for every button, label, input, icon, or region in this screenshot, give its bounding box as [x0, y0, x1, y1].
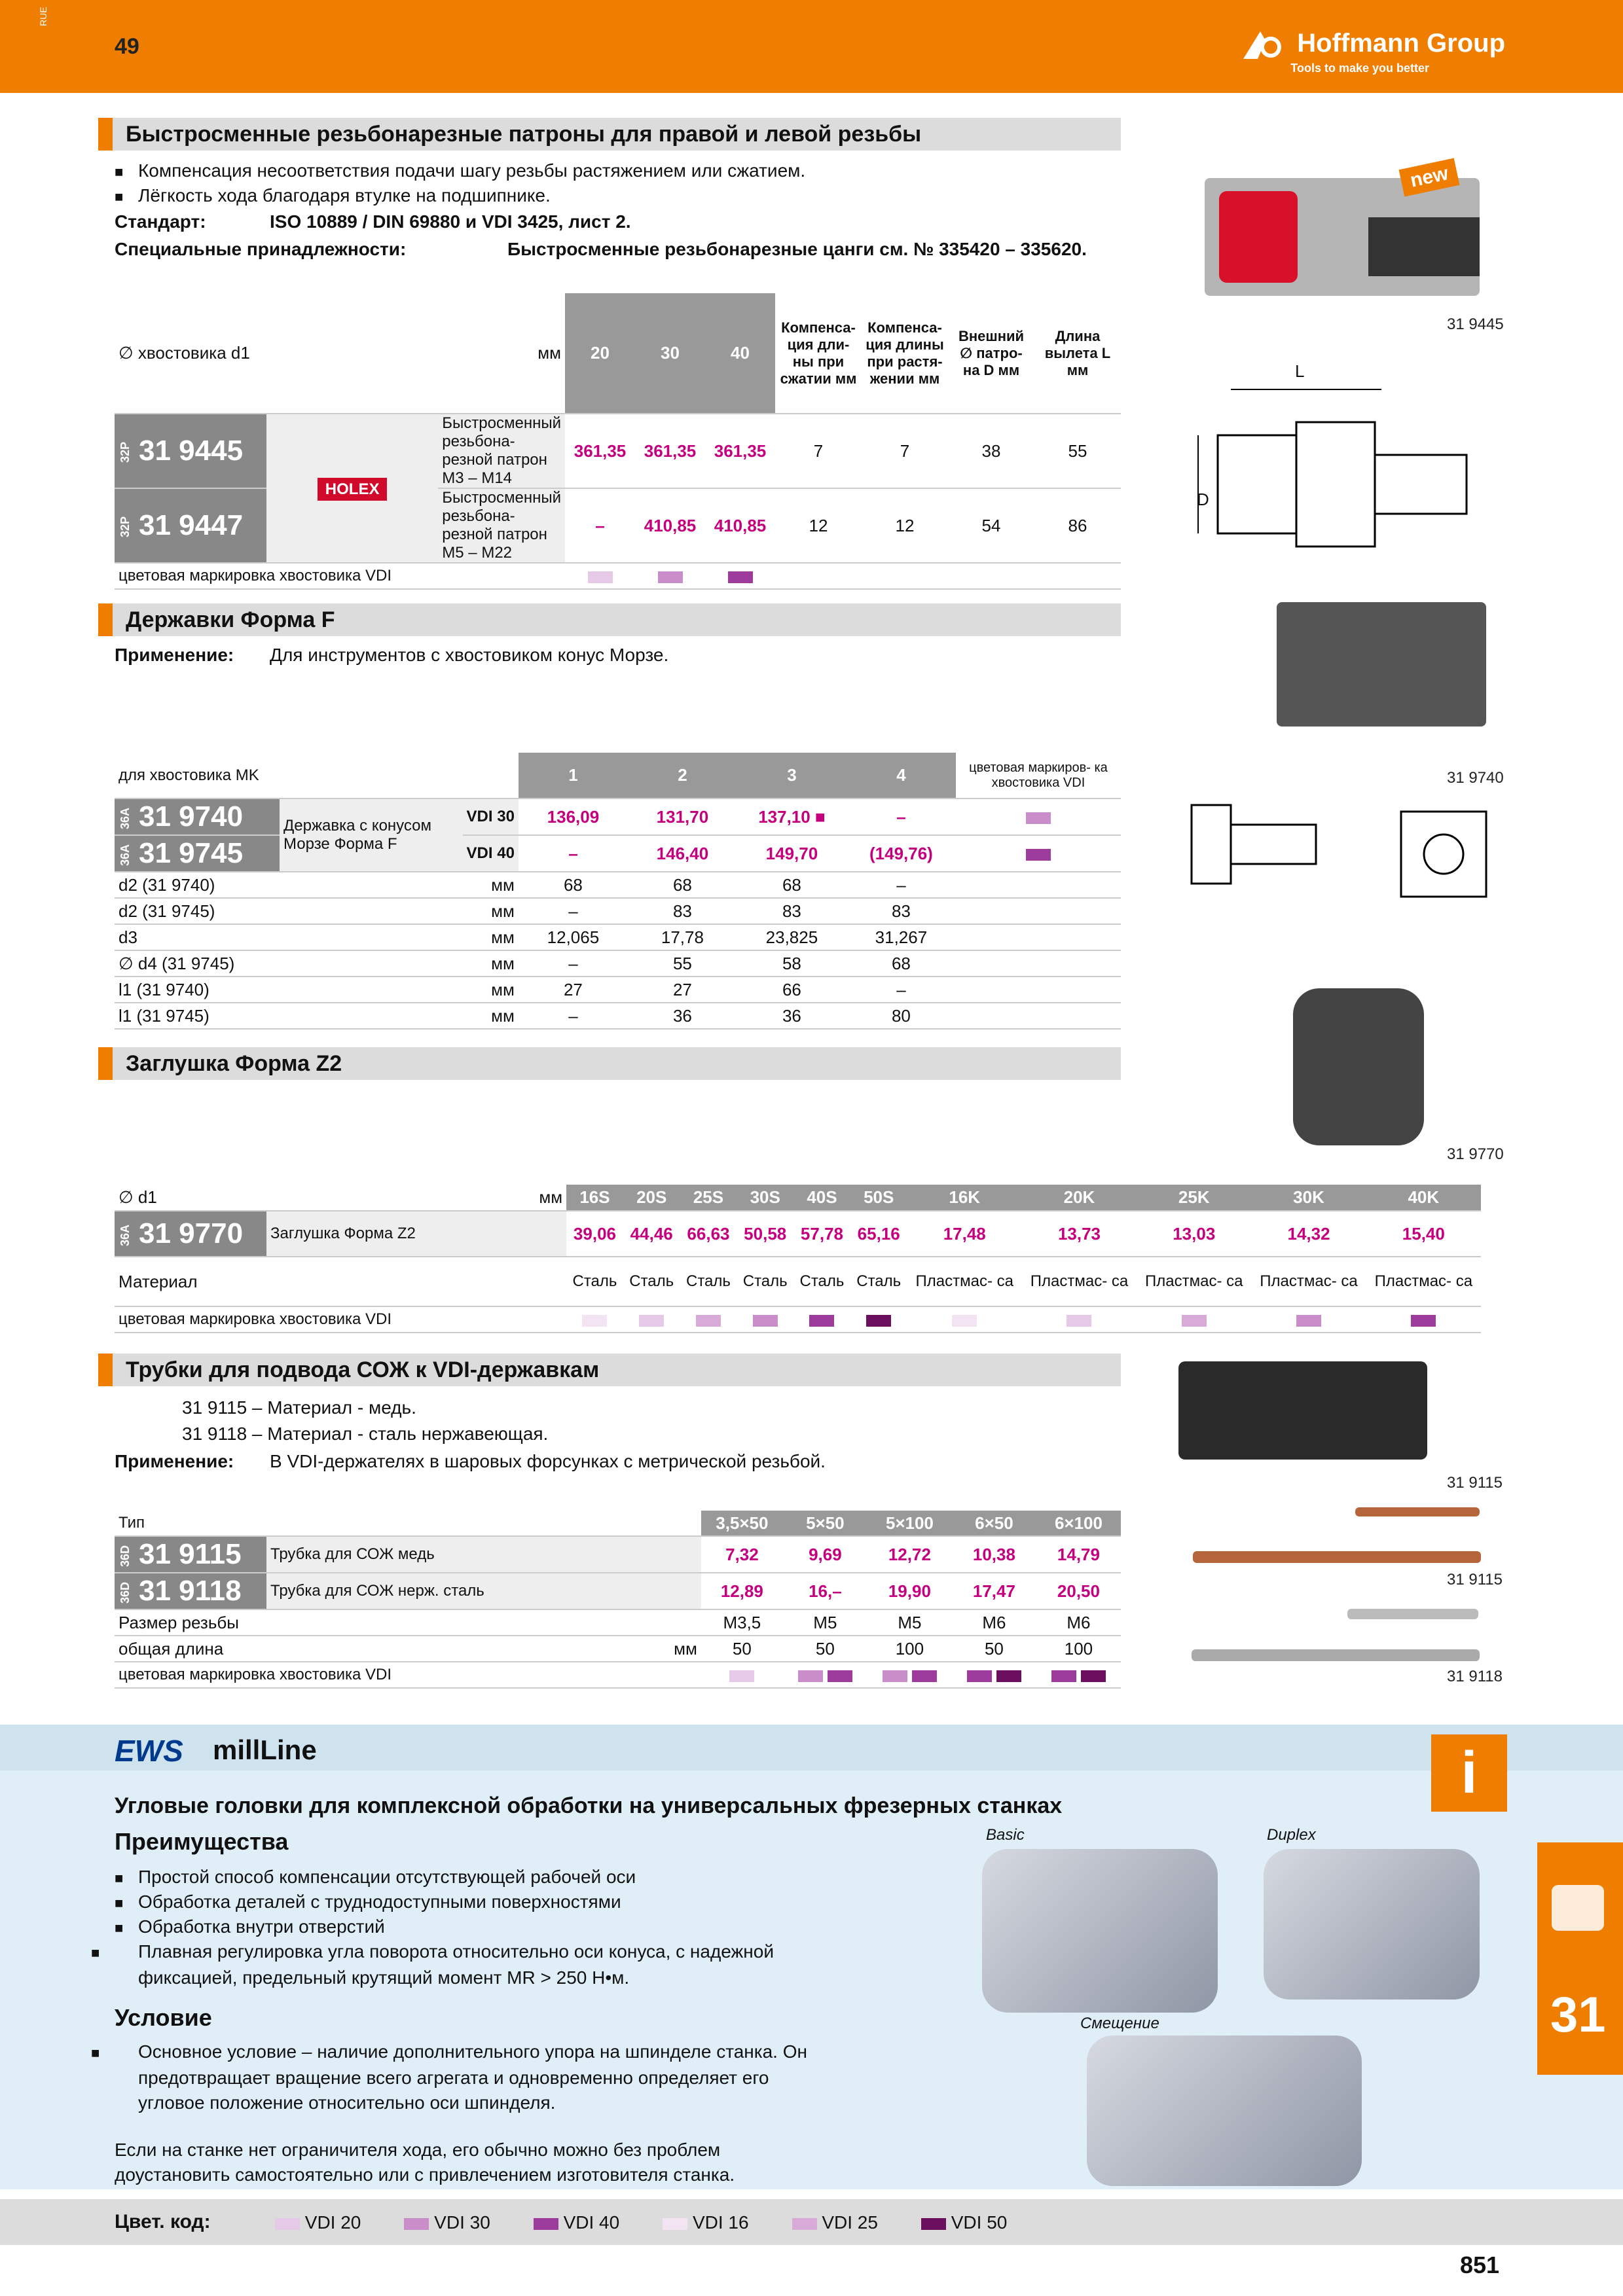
shank-label: ∅ хвостовика d1	[115, 293, 438, 414]
tube-holder-photo	[1178, 1361, 1427, 1460]
angle-head-duplex-photo	[1264, 1849, 1480, 2000]
std-value: ISO 10889 / DIN 69880 и VDI 3425, лист 2.	[270, 211, 631, 232]
steel-tube-short	[1347, 1609, 1478, 1619]
cond-text: ■ Основное условие – наличие дополнительного упора на шпинделе станка. Он предотвращает вращение всего агрегата и одновременно определяет его угловое положение относительно оси шпинделя.	[115, 2039, 832, 2115]
col-head: 30	[635, 293, 705, 414]
section-title: Заглушка Форма Z2	[98, 1047, 1121, 1080]
dim-row: l1 (31 9740) мм 27 27 66 –	[115, 977, 1121, 1003]
holex-badge: HOLEX	[318, 478, 388, 501]
steel-tube-long	[1192, 1649, 1480, 1661]
table-row: 36D 31 9118 Трубка для СОЖ нерж. сталь 12,89 16,– 19,90 17,47 20,50	[115, 1573, 1121, 1609]
brand-name: Hoffmann Group	[1297, 29, 1505, 58]
product-desc: Быстросменный резьбона- резной патрон M3 – M14	[438, 414, 565, 488]
image-caption: 31 9740	[1447, 769, 1504, 787]
image-caption: 31 9115	[1447, 1571, 1503, 1588]
product-desc: Державка с конусом Морзе Форма F	[280, 798, 463, 872]
adv-item: ■ Плавная регулировка угла поворота относительно оси конуса, с надежной фиксацией, предельный крутящий момент MR > 250 Н•м.	[115, 1939, 832, 1990]
section-title: Быстросменные резьбонарезные патроны для правой и левой резьбы	[98, 118, 1121, 151]
angle-head-basic-photo	[982, 1849, 1218, 2013]
dim-row: ∅ d4 (31 9745) мм – 55 58 68	[115, 950, 1121, 977]
std-label: Стандарт:	[115, 211, 206, 232]
plug-photo	[1293, 988, 1424, 1145]
table-row: 32P 31 9445 HOLEX Быстросменный резьбона- резной патрон M3 – M14 361,35 361,35 361,35 7 7 38 55	[115, 414, 1121, 488]
adv-item: ■ Обработка внутри отверстий	[115, 1914, 385, 1941]
color-code-label: Цвет. код:	[115, 2211, 211, 2233]
color-row: цветовая маркировка хвостовика VDI	[115, 563, 1121, 589]
image-caption: 31 9115	[1447, 1474, 1503, 1492]
color-row: цветовая маркировка хвостовика VDI	[115, 1306, 1481, 1333]
copper-tube-long	[1193, 1551, 1481, 1563]
adv-title: Преимущества	[115, 1828, 289, 1855]
chuck-table	[115, 293, 1121, 590]
section-title: Державки Форма F	[98, 603, 1121, 636]
color-code-list	[275, 2212, 1007, 2233]
acc-value: Быстросменные резьбонарезные цанги см. № 335420 – 335620.	[507, 239, 1087, 259]
table-row: 36A 31 9745 VDI 40 – 146,40 149,70 (149,76)	[115, 835, 1121, 872]
img-label-basic: Basic	[986, 1826, 1025, 1844]
table-row: 36A 31 9740 Державка с конусом Морзе Форма F VDI 30 136,09 131,70 137,10 ■ –	[115, 798, 1121, 835]
col-head: Внешний ∅ патро- на D мм	[948, 293, 1034, 414]
col-head: Компенса- ция длины при растя- жении мм	[862, 293, 948, 414]
dim-row: l1 (31 9745) мм – 36 36 80	[115, 1003, 1121, 1029]
article-number: 31 9118	[139, 1575, 242, 1607]
section-title: Трубки для подвода СОЖ к VDI-державкам	[98, 1354, 1121, 1386]
app-label: Применение:	[115, 1451, 234, 1471]
plug-table: ∅ d1 мм 16S 20S 25S 30S 40S 50S 16K 20K 25K 30K 40K 36A 31 9770 Заглушка Форма Z2 39,06 44,46 66,63 50,58 57,78 65,16 17,48 13,73 13,03 14,32 15,40 Материал Сталь Сталь Сталь Сталь Сталь Сталь Пластмас- са Пластмас- са Пластмас- са Пластмас- са Пластмас- са цветовая маркировка хвостовика VDI	[115, 1185, 1481, 1333]
holder-photo	[1277, 602, 1486, 726]
new-badge: new	[1399, 158, 1460, 196]
tap-icon	[1552, 1885, 1604, 1931]
line-name: millLine	[213, 1734, 317, 1765]
copper-tube-short	[1355, 1507, 1480, 1516]
material-row: Материал Сталь Сталь Сталь Сталь Сталь Сталь Пластмас- са Пластмас- са Пластмас- са Пластмас- са Пластмас- са	[115, 1257, 1481, 1306]
angle-head-offset-photo	[1087, 2036, 1362, 2186]
image-caption: 31 9770	[1447, 1145, 1504, 1163]
adv-item: ■ Обработка деталей с труднодоступными поверхностями	[115, 1890, 621, 1916]
col-head: 40	[705, 293, 775, 414]
img-label-duplex: Duplex	[1267, 1826, 1316, 1844]
unit: мм	[438, 293, 565, 414]
info-icon[interactable]: i	[1431, 1734, 1507, 1812]
chuck-photo	[1205, 178, 1480, 296]
image-caption: 31 9118	[1447, 1668, 1503, 1685]
adv-item: ■ Простой способ компенсации отсутствующей рабочей оси	[115, 1865, 636, 1891]
article-number: 31 9740	[139, 800, 244, 833]
holder-table: для хвостовика MK 1 2 3 4 цветовая маркиров- ка хвостовика VDI 36A 31 9740 Державка с конусом Морзе Форма F VDI 30 136,09 131,70 137,10 ■ – 36A 31 9745 VDI 40 – 146,40 149,70 (149,76) d2 (31 9740) мм 68 68 68 – d2 (31 9745) мм – 83 83 83 d3 мм 12,065 17,78 23,825 31,267 ∅ d4 (31 9745) мм – 55 58 68 l1 (31 9740) мм 27 27 66 – l1 (31 9745) мм – 36 36 80	[115, 753, 1121, 1030]
dim-L: L	[1295, 361, 1305, 381]
dim-row: d2 (31 9745) мм – 83 83 83	[115, 898, 1121, 924]
holder-drawing	[1139, 785, 1506, 956]
tube-table: Тип 3,5×50 5×50 5×100 6×50 6×100 36D 31 9115 Трубка для СОЖ медь 7,32 9,69 12,72 10,38 14,79 36D 31 9118 Трубка для СОЖ нерж. сталь 12,89 16,– 19,90 17,47 20,50 Размер резьбы M3,5 M5 M5 M6 M6 общая длина мм 50 50 100 50 100 цветовая маркировка хвостовика VDI	[115, 1511, 1121, 1689]
color-code-item: VDI 50	[921, 2212, 1007, 2233]
article-number: 31 9115	[139, 1538, 242, 1570]
color-code-item: VDI 40	[534, 2212, 619, 2233]
article-number: 31 9445	[139, 435, 244, 467]
app-value: Для инструментов с хвостовиком конус Морзе.	[270, 645, 669, 665]
ews-logo: EWS	[115, 1734, 183, 1768]
chuck-drawing	[1192, 363, 1519, 579]
page-number: 851	[1460, 2251, 1500, 2278]
side-label: RUE	[38, 7, 48, 26]
cond-title: Условие	[115, 2004, 212, 2031]
col-head: Компенса- ция дли- ны при сжатии мм	[775, 293, 862, 414]
tagline: Tools to make you better	[1290, 62, 1429, 75]
note-text: Если на станке нет ограничителя хода, его обычно можно без проблем доустановить самостоятельно или с привлечением изготовителя станка.	[115, 2140, 735, 2185]
table-row: 36A 31 9770 Заглушка Форма Z2 39,06 44,46 66,63 50,58 57,78 65,16 17,48 13,73 13,03 14,32 15,40	[115, 1211, 1481, 1257]
bullet: ■ Лёгкость хода благодаря втулке на подшипнике.	[115, 183, 551, 209]
chapter-number-tab: 31	[1550, 1987, 1606, 2043]
color-row: цветовая маркировка хвостовика VDI	[115, 1662, 1121, 1688]
app-label: Применение:	[115, 645, 234, 665]
acc-label: Специальные принадлежности:	[115, 239, 407, 259]
article-number: 31 9745	[139, 837, 244, 869]
app-value: В VDI-держателях в шаровых форсунках с метрической резьбой.	[270, 1451, 826, 1471]
article-number: 31 9770	[139, 1217, 244, 1249]
hoffmann-logo-icon	[1241, 27, 1281, 62]
dim-row: d2 (31 9740) мм 68 68 68 –	[115, 872, 1121, 898]
color-code-item: VDI 25	[792, 2212, 878, 2233]
img-label-offset: Смещение	[1080, 2015, 1159, 2032]
milline-title: Угловые головки для комплексной обработки на универсальных фрезерных станках	[115, 1793, 1063, 1818]
color-code-item: VDI 30	[404, 2212, 490, 2233]
color-code-item: VDI 20	[275, 2212, 361, 2233]
material-line: 31 9118 – Материал - сталь нержавеющая.	[182, 1424, 549, 1444]
dim-row: d3 мм 12,065 17,78 23,825 31,267	[115, 924, 1121, 950]
material-line: 31 9115 – Материал - медь.	[182, 1397, 416, 1418]
table-row: 36D 31 9115 Трубка для СОЖ медь 7,32 9,69 12,72 10,38 14,79	[115, 1536, 1121, 1573]
product-desc: Быстросменный резьбона- резной патрон M5 – M22	[438, 488, 565, 563]
image-caption: 31 9445	[1447, 315, 1504, 333]
article-number: 31 9447	[139, 509, 244, 541]
dim-D: D	[1197, 490, 1209, 509]
col-head: Длина вылета L мм	[1034, 293, 1121, 414]
chapter-number: 49	[115, 34, 139, 59]
color-code-item: VDI 16	[663, 2212, 748, 2233]
col-head: 20	[565, 293, 635, 414]
bullet: ■ Компенсация несоответствия подачи шагу резьбы растяжением или сжатием.	[115, 158, 805, 185]
table-row: 32P 31 9447 Быстросменный резьбона- резной патрон M5 – M22 – 410,85 410,85 12 12 54 86	[115, 488, 1121, 563]
